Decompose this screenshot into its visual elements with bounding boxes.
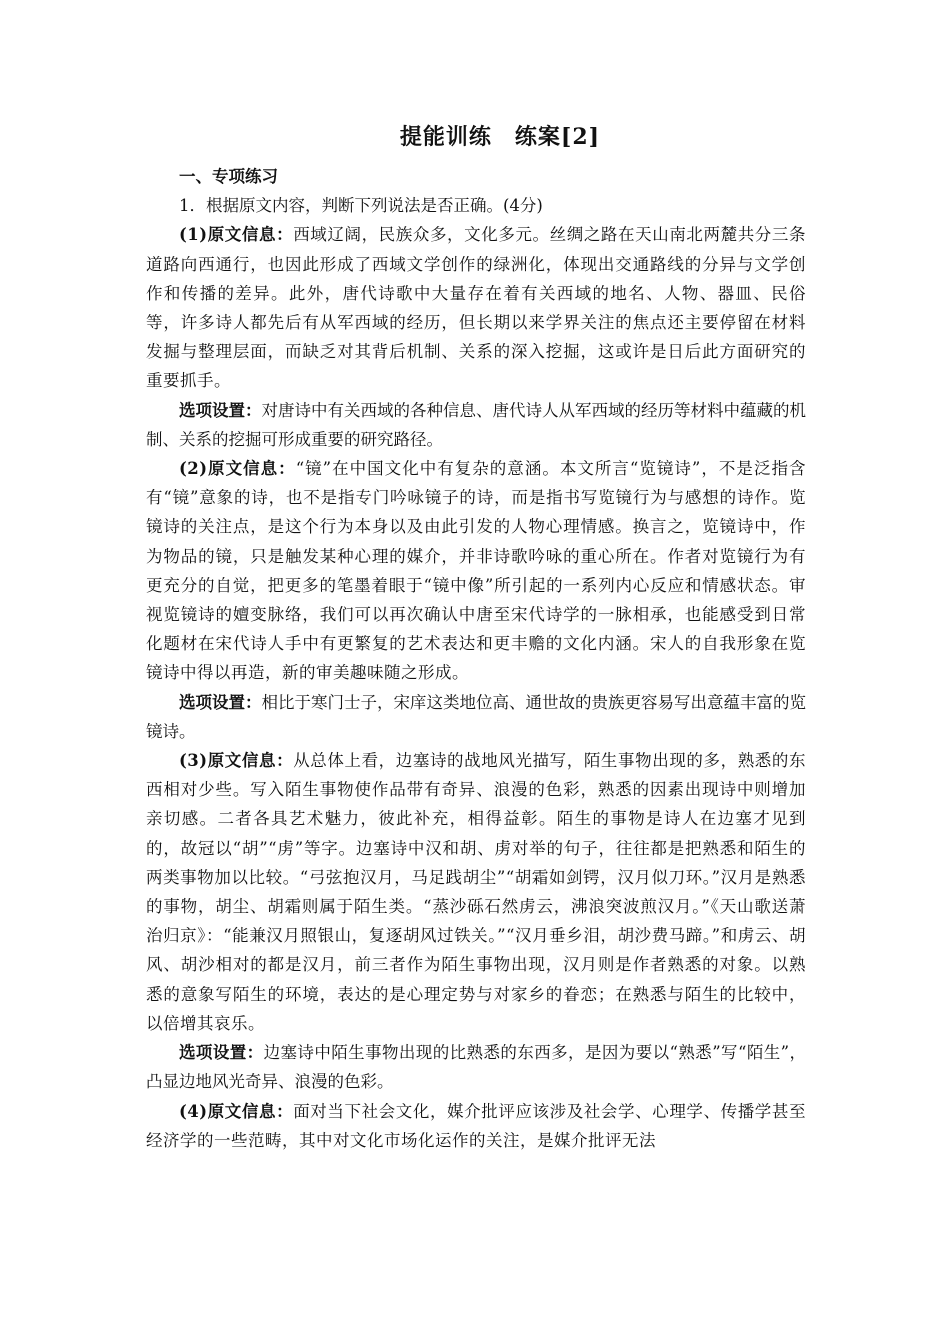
- question-prompt: 1．根据原文内容，判断下列说法是否正确。(4分): [179, 196, 543, 216]
- item-3-option: [146, 1038, 806, 1096]
- item-2-source-label: (2)原文信息：: [179, 459, 296, 479]
- item-2-option-text: 相比于寒门士子，宋庠这类地位高、通世故的贵族更容易写出意蕴丰富的览镜诗。: [146, 692, 806, 741]
- item-3-source-text: 从总体上看，边塞诗的战地风光描写，陌生事物出现的多，熟悉的东西相对少些。写入陌生事物使作品带有奇异、浪漫的色彩，熟悉的因素出现诗中则增加亲切感。二者各具艺术魅力，彼此补充，相得益彰。陌生的事物是诗人在边塞才见到的，故冠以“胡”“虏”等字。边塞诗中汉和胡、虏对举的句子，往往都是把熟悉和陌生的两类事物加以比较。“弓弦抱汉月，马足践胡尘”“胡霜如剑锷，汉月似刀环。”汉月是熟悉的事物，胡尘、胡霜则属于陌生类。“蒸沙砾石然虏云，沸浪突波煎汉月。”《天山歌送萧治归京》：“能兼汉月照银山，复逐胡风过铁关。”“汉月垂乡泪，胡沙费马蹄。”和虏云、胡风、胡沙相对的都是汉月，前三者作为陌生事物出现，汉月则是作者熟悉的对象。以熟悉的意象写陌生的环境，表达的是心理定势与对家乡的眷恋；在熟悉与陌生的比较中，以倍增其哀乐。: [146, 751, 806, 1033]
- item-4-source: [146, 1097, 806, 1155]
- item-3-source: [146, 746, 806, 1038]
- item-4-source-label: (4)原文信息：: [179, 1101, 294, 1121]
- document-body: [146, 162, 806, 1155]
- item-1-option-label: 选项设置：: [179, 400, 262, 420]
- page-title: 提能训练 练案[2]: [399, 124, 601, 150]
- item-1-source-label: (1)原文信息：: [179, 225, 294, 245]
- item-3-option-label: 选项设置：: [179, 1043, 264, 1063]
- item-2-option-label: 选项设置：: [179, 692, 262, 712]
- item-2-source-text: “镜”在中国文化中有复杂的意涵。本文所言“览镜诗”，不是泛指含有“镜”意象的诗，也不是指专门吟咏镜子的诗，而是指书写览镜行为与感想的诗作。览镜诗的关注点，是这个行为本身以及由此引发的人物心理情感。换言之，览镜诗中，作为物品的镜，只是触发某种心理的媒介，并非诗歌吟咏的重心所在。作者对览镜行为有更充分的自觉，把更多的笔墨着眼于“镜中像”所引起的一系列内心反应和情感状态。审视览镜诗的嬗变脉络，我们可以再次确认中唐至宋代诗学的一脉相承，也能感受到日常化题材在宋代诗人手中有更繁复的艺术表达和更丰赡的文化内涵。宋人的自我形象在览镜诗中得以再造，新的审美趣味随之形成。: [146, 459, 806, 683]
- item-1-source: [146, 220, 806, 395]
- item-4-source-text: 面对当下社会文化，媒介批评应该涉及社会学、心理学、传播学甚至经济学的一些范畴，其中对文化市场化运作的关注，是媒介批评无法: [146, 1101, 806, 1150]
- item-3-source-label: (3)原文信息：: [179, 751, 294, 771]
- item-1-source-text: 西域辽阔，民族众多，文化多元。丝绸之路在天山南北两麓共分三条道路向西通行，也因此形成了西域文学创作的绿洲化，体现出交通路线的分异与文学创作和传播的差异。此外，唐代诗歌中大量存在着有关西域的地名、人物、器皿、民俗等，许多诗人都先后有从军西域的经历，但长期以来学界关注的焦点还主要停留在材料发掘与整理层面，而缺乏对其背后机制、关系的深入挖掘，这或许是日后此方面研究的重要抓手。: [146, 225, 806, 391]
- item-1-option-text: 对唐诗中有关西域的各种信息、唐代诗人从军西域的经历等材料中蕴藏的机制、关系的挖掘可形成重要的研究路径。: [146, 400, 806, 449]
- item-2-option: [146, 688, 806, 746]
- item-3-option-text: 边塞诗中陌生事物出现的比熟悉的东西多，是因为要以“熟悉”写“陌生”，凸显边地风光奇异、浪漫的色彩。: [146, 1043, 806, 1092]
- section-heading: 一、专项练习: [179, 167, 278, 186]
- item-2-source: [146, 454, 806, 688]
- item-1-option: [146, 396, 806, 454]
